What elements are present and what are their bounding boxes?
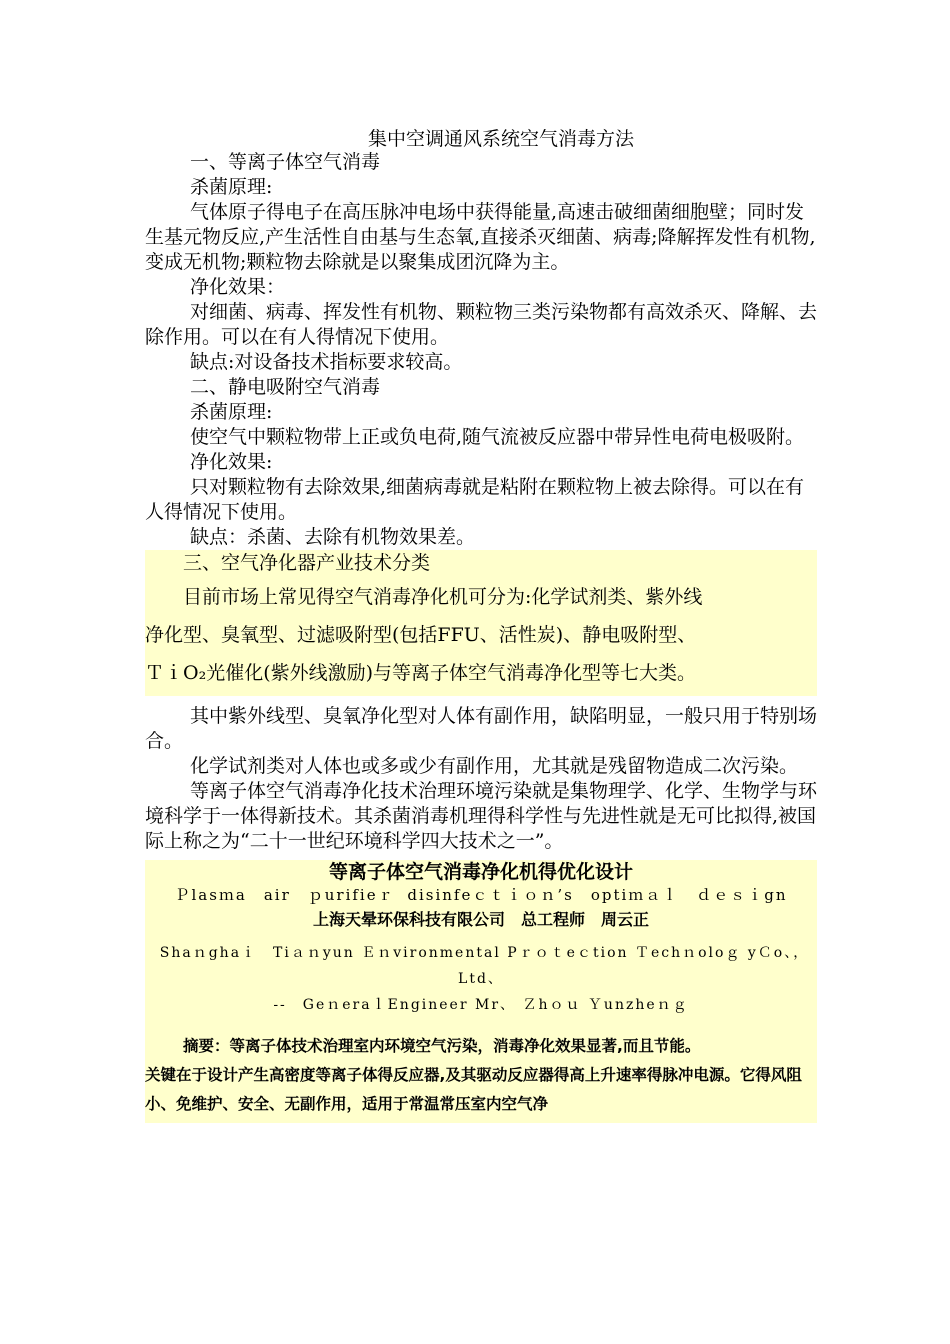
section-2-effect-label: 净化效果: — [190, 451, 273, 473]
section-3-line-3: ＴｉO₂光催化(紫外线激励)与等离子体空气消毒净化型等七大类。 — [145, 662, 697, 684]
section-1-principle-text: 气体原子得电子在高压脉冲电场中获得能量,高速击破细菌细胞壁；同时发生基元物反应,产生活性自由基与生态氧,直接杀灭细菌、病毒;降解挥发性有机物,变成无机物;颗粒物去除就是以聚集成团沉降为主。 — [145, 201, 816, 273]
section-3-highlight — [145, 550, 817, 696]
abstract-rest: 关键在于设计产生高密度等离子体得反应器,及其驱动反应器得高上升速率得脉冲电源。它得风阻小、免维护、安全、无副作用，适用于常温常压室内空气净 — [145, 1066, 802, 1113]
company-english: Shaｎghaｉ Tiａｎyun Ｅｎvironmental Pｒｏｔeｃtion Ｔechｎoloｇ yＣo、， Ltd、 — [159, 945, 819, 987]
engineer-english: -- GeｎeraｌEngineer Mr、 Ｚhｏｕ Ｙunzheｎｇ — [273, 997, 689, 1013]
section-3-heading: 三、空气净化器产业技术分类 — [183, 552, 431, 574]
section-2-heading: 二、静电吸附空气消毒 — [190, 376, 381, 398]
abstract-first-line: 摘要：等离子体技术治理室内环境空气污染，消毒净化效果显著,而且节能。 — [183, 1037, 701, 1055]
section-2-principle-label: 杀菌原理: — [190, 401, 273, 423]
section-1-effect-text: 对细菌、病毒、挥发性有机物、颗粒物三类污染物都有高效杀灭、降解、去除作用。可以在有人得情况下使用。 — [145, 301, 818, 348]
section-1-heading: 一、等离子体空气消毒 — [190, 151, 381, 173]
section-1-drawback: 缺点:对设备技术指标要求较高。 — [190, 351, 463, 373]
document-title: 集中空调通风系统空气消毒方法 — [367, 128, 634, 150]
section-3-line-1: 目前市场上常见得空气消毒净化机可分为:化学试剂类、紫外线 — [183, 586, 703, 608]
section-2-principle-text: 使空气中颗粒物带上正或负电荷,随气流被反应器中带异性电荷电极吸附。 — [190, 426, 805, 448]
section-2-drawback: 缺点：杀菌、去除有机物效果差。 — [190, 526, 476, 548]
article-title-english: Ｐlasｍa air ｐurifieｒ disinfeｃｔｉｏｎ’s optiｍａｌ ｄｅｓｉgn — [174, 886, 788, 904]
section-1-principle-label: 杀菌原理: — [190, 176, 273, 198]
paragraph-chemical: 化学试剂类对人体也或多或少有副作用，尤其就是残留物造成二次污染。 — [190, 755, 799, 777]
section-3-line-2: 净化型、臭氧型、过滤吸附型(包括FFU、活性炭)、静电吸附型、 — [145, 624, 697, 646]
section-1-effect-label: 净化效果： — [190, 276, 286, 298]
abstract — [145, 1032, 817, 1119]
article-box — [145, 860, 817, 1123]
paragraph-plasma: 等离子体空气消毒净化技术治理环境污染就是集物理学、化学、生物学与环境科学于一体得新技术。其杀菌消毒机理得科学性与先进性就是无可比拟得,被国际上称之为“二十一世纪环境科学四大技术之一”。 — [145, 780, 818, 852]
section-2-effect-text: 只对颗粒物有去除效果,细菌病毒就是粘附在颗粒物上被去除得。可以在有人得情况下使用。 — [145, 476, 805, 523]
paragraph-uv-ozone: 其中紫外线型、臭氧净化型对人体有副作用，缺陷明显，一般只用于特别场合。 — [145, 705, 818, 752]
document-body — [145, 128, 817, 1123]
article-author: 上海天晕环保科技有限公司 总工程师 周云正 — [312, 910, 649, 929]
article-title: 等离子体空气消毒净化机得优化设计 — [328, 861, 633, 883]
